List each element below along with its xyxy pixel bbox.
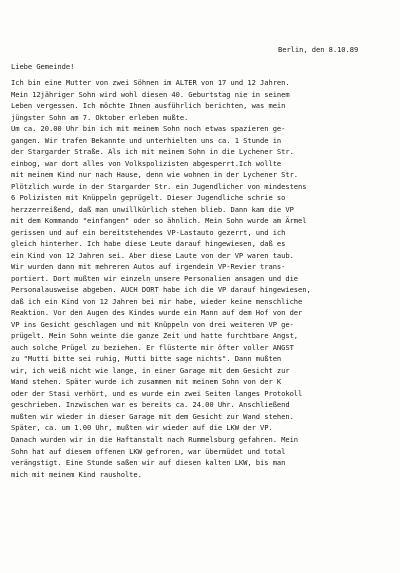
letter-line: geschrieben. Inzwischen war es bereits ca. 24.00 Uhr. Anschließend [11, 400, 290, 410]
letter-line: herzzerreißend, daß man unwillkürlich stehen blieb. Dann kam die VP [11, 204, 294, 214]
letter-line: Wir wurden dann mit mehreren Autos auf irgendein VP-Revier trans- [11, 262, 286, 272]
letter-line: daß ich ein Kind von 12 Jahren bei mir habe, wieder keine menschliche [11, 296, 303, 306]
letter-greeting: Liebe Gemeinde! [11, 62, 75, 71]
letter-line: VP ins Gesicht geschlagen und mit Knüppeln von drei weiteren VP ge- [11, 319, 294, 329]
letter-line: mußten wir wieder in dieser Garage mit dem Gesicht zur Wand stehen. [11, 411, 294, 421]
letter-line: prügelt. Mein Sohn weinte die ganze Zeit und hatte furchtbare Angst, [11, 331, 299, 341]
letter-body [11, 77, 396, 480]
letter-line: Plötzlich wurde in der Stargarder Str. ein Jugendlicher von mindestens [11, 181, 307, 191]
letter-line: Wand stehen. Später wurde ich zusammen mit meinem Sohn von der K [11, 377, 282, 387]
letter-line: 6 Polizisten mit Knüppeln geprügelt. Dieser Jugendliche schrie so [11, 193, 286, 203]
letter-line: Ich bin eine Mutter von zwei Söhnen im ALTER von 17 und 12 Jahren. [11, 78, 290, 87]
letter-line: Mein 12jähriger Sohn wird wohl diesen 40. Geburtstag nie in seinem [11, 89, 290, 99]
letter-line: der Stargarder Straße. Als ich mit meinem Sohn in die Lychener Str. [11, 147, 294, 157]
letter-line: Leben vergessen. Ich möchte Ihnen ausführlich berichten, was mein [11, 101, 286, 111]
letter-line: gleich hinterher. Ich habe diese Leute darauf hingewiesen, daß es [11, 239, 286, 249]
letter-line: gerissen und auf ein bereitstehendes VP-Lastauto gezerrt, und ich [11, 227, 286, 237]
letter-line: einbog, war dort alles von Volkspolizisten abgesperrt.Ich wollte [11, 158, 282, 168]
letter-line: Danach wurden wir in die Haftanstalt nach Rummelsburg gefahren. Mein [11, 434, 299, 444]
letter-line: portiert. Dort mußten wir einzeln unsere Personalien ansagen und die [11, 273, 299, 283]
letter-line: jüngster Sohn am 7. Oktober erleben mußte. [11, 112, 189, 122]
letter-line: Personalausweise abgeben. AUCH DORT habe ich die VP darauf hingewiesen, [11, 285, 311, 295]
letter-line: gangen. Wir trafen Bekannte und unterhielten uns ca. 1 Stunde in [11, 135, 282, 145]
letter-line: auch solche Prügel zu beziehen. Er flüsterte mir öfter voller ANGST [11, 342, 294, 352]
letter-line: mit dem Kommando "einfangen" oder so ähnlich. Mein Sohn wurde am Ärmel [11, 216, 307, 226]
letter-line: mich mit meinem Kind rausholte. [11, 469, 142, 479]
letter-line: verängstigt. Eine Stunde saßen wir auf diesen kalten LKW, bis man [11, 458, 286, 468]
letter-line: wir, ich weiß nicht wie lange, in einer Garage mit dem Gesicht zur [11, 365, 290, 375]
letter-dateline: Berlin, den 8.10.89 [278, 45, 359, 54]
letter-line: Um ca. 20.00 Uhr bin ich mit meinem Sohn noch etwas spazieren ge- [11, 124, 286, 134]
letter-line: Später, ca. um 1.00 Uhr, mußten wir wieder auf die LKW der VP. [11, 423, 273, 433]
letter-line: ein Kind von 12 Jahren sei. Aber diese Laute von der VP waren taub. [11, 250, 294, 260]
letter-line: mit meinem Kind nur nach Hause, denn wie wohnen in der Lychener Str. [11, 170, 299, 180]
letter-line: oder der Stasi verhört, und es wurde ein zwei Seiten langes Protokoll [11, 388, 303, 398]
letter-line: Sohn hat auf diesem offenen LKW gefroren, war übermüdet und total [11, 446, 286, 456]
letter-line: Reaktion. Vor den Augen des Kindes wurde ein Mann auf dem Hof von der [11, 308, 303, 318]
letter-line: zu "Mutti bitte sei ruhig, Mutti bitte sage nichts". Dann mußten [11, 354, 282, 364]
